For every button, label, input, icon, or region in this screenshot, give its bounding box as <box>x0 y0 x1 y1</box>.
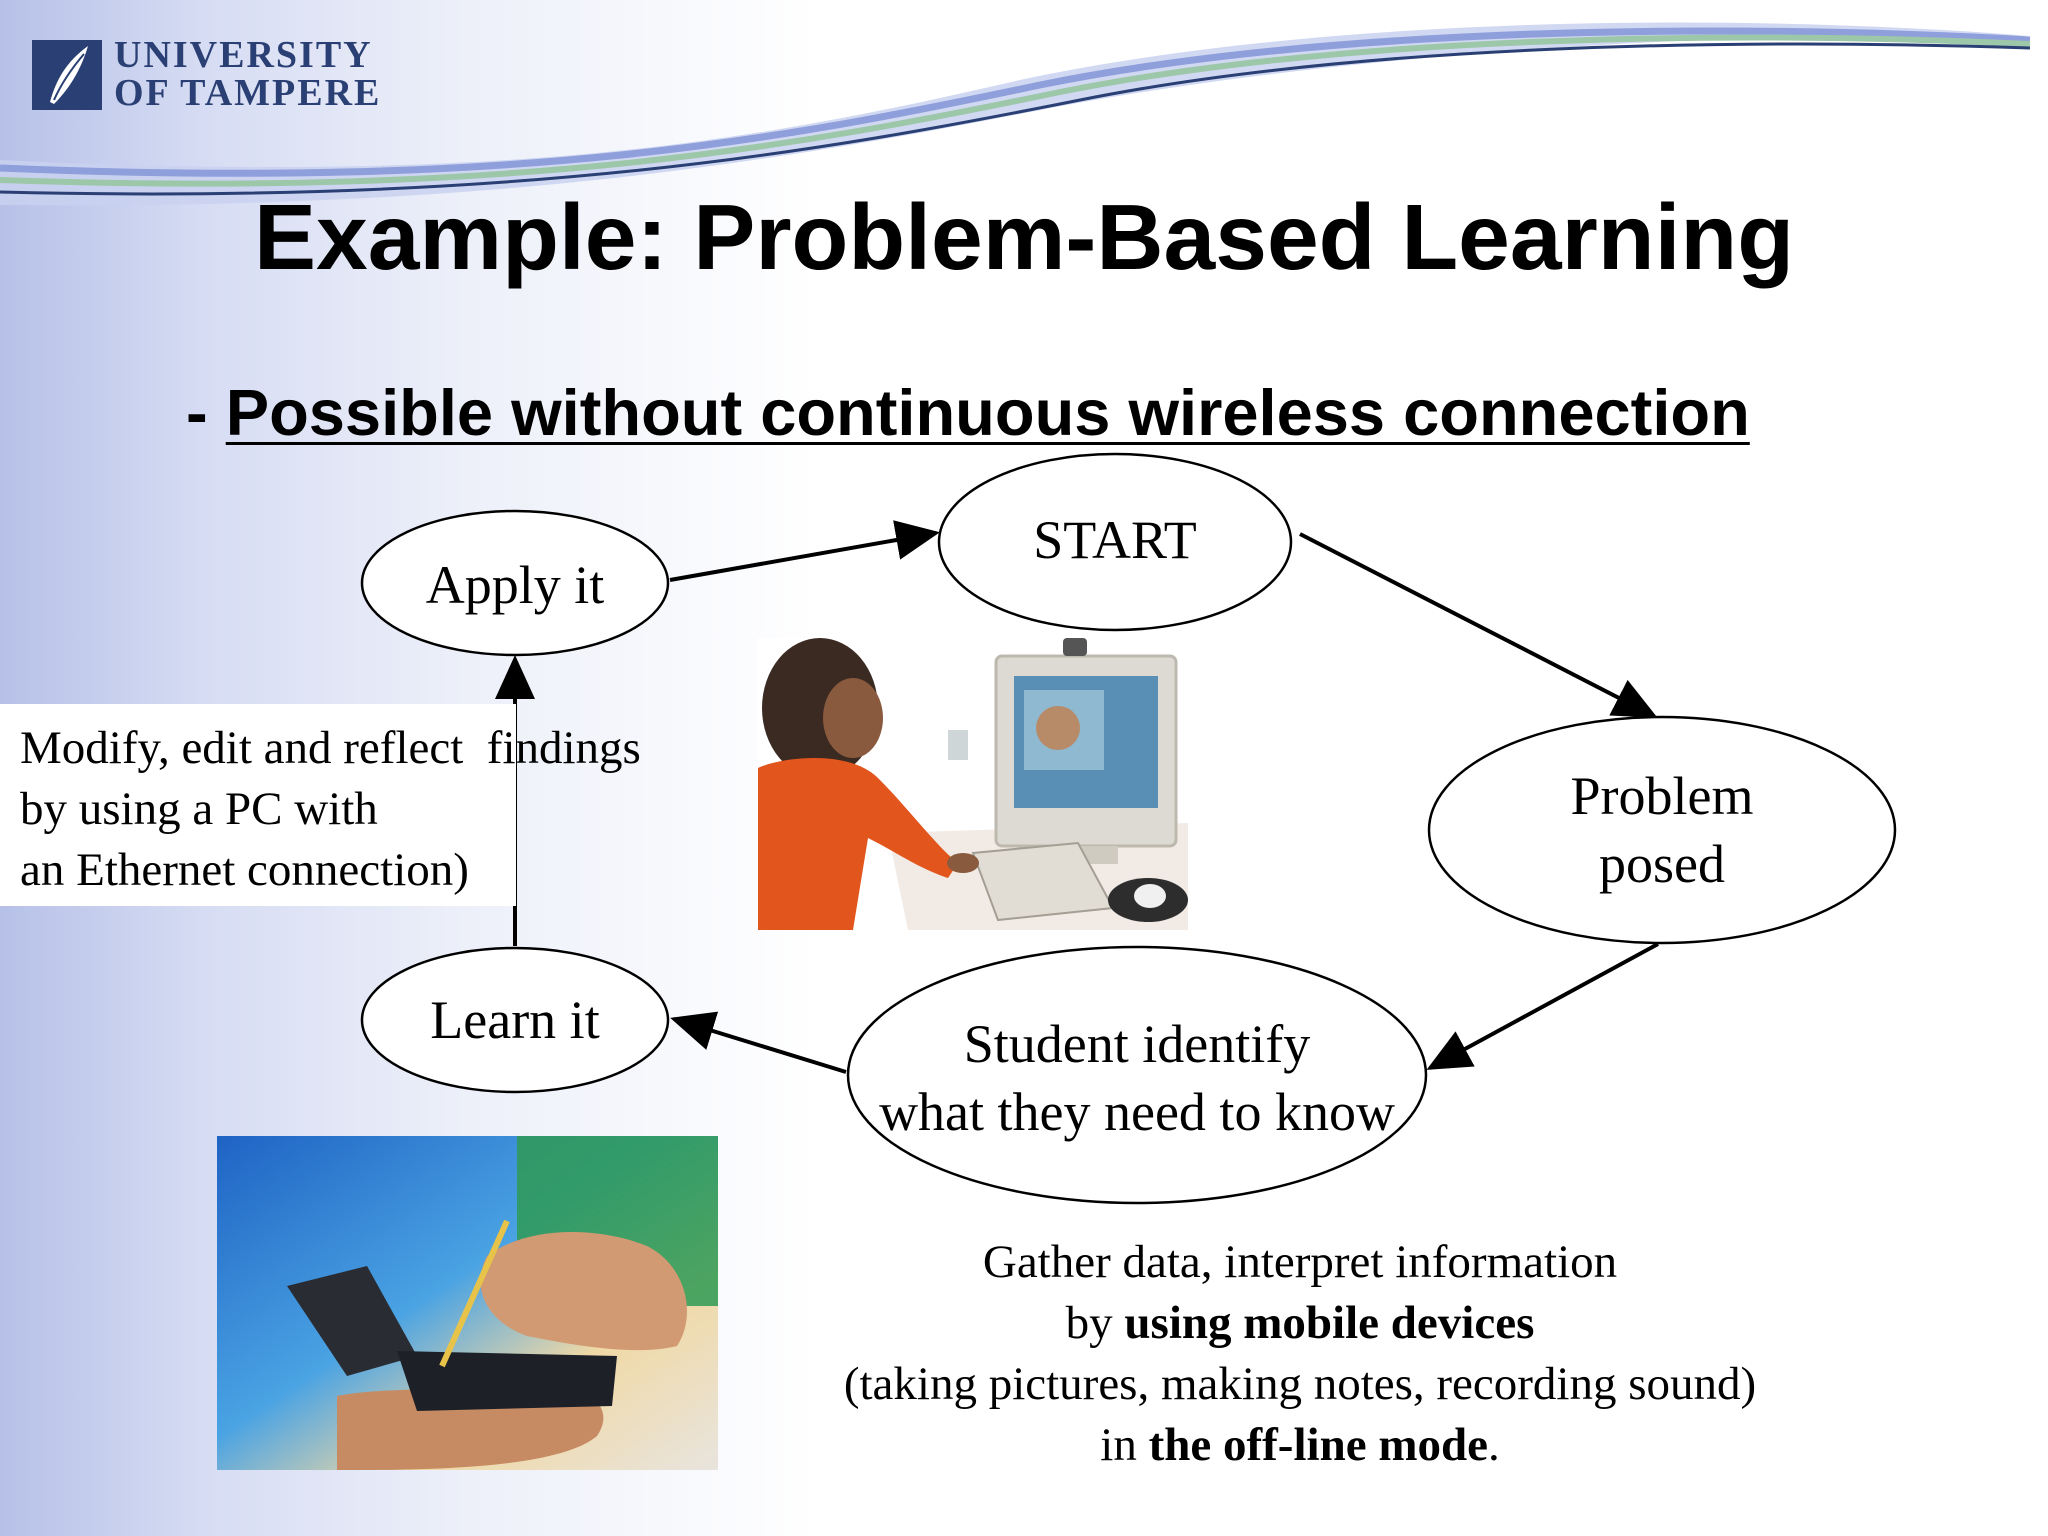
bottom-note-line2-pre: by <box>1065 1297 1125 1349</box>
student-line2: what they need to know <box>879 1082 1395 1142</box>
logo-line1: UNIVERSITY <box>114 34 373 76</box>
start-label: START <box>1033 510 1197 570</box>
bottom-note-line4-pre: in <box>1100 1419 1149 1471</box>
subtitle-text: Possible without continuous wireless connection <box>225 376 1750 449</box>
slide-title: Example: Problem-Based Learning <box>253 185 1795 289</box>
bottom-note-line2 <box>760 1293 1840 1354</box>
logo-line2: OF TAMPERE <box>114 72 382 114</box>
left-note-line3: an Ethernet connection) <box>20 844 469 896</box>
problem-label <box>1430 760 1894 900</box>
problem-line2: posed <box>1599 834 1725 894</box>
student-line1: Student identify <box>963 1014 1311 1074</box>
apply-label: Apply it <box>425 555 605 615</box>
student-computer-photo <box>758 638 1188 930</box>
subtitle-prefix: - <box>186 376 226 449</box>
arrow-apply-to-start <box>670 533 936 580</box>
bottom-note <box>760 1232 1840 1476</box>
arrow-start-to-problem <box>1300 534 1654 716</box>
left-note-line1: Modify, edit and reflect findings <box>20 722 641 774</box>
arrow-student-to-learn <box>674 1019 846 1072</box>
mobile-device-photo <box>217 1136 718 1470</box>
left-note-line2: by using a PC with <box>20 783 378 835</box>
problem-line1: Problem <box>1570 766 1754 826</box>
student-label <box>848 1008 1426 1148</box>
bottom-note-line4 <box>760 1415 1840 1476</box>
left-note <box>20 718 720 901</box>
bottom-note-line2-bold: using mobile devices <box>1124 1297 1535 1349</box>
bottom-note-line3: (taking pictures, making notes, recording sound) <box>843 1358 1757 1410</box>
arrow-problem-to-student <box>1430 944 1658 1068</box>
bottom-note-line4-post: . <box>1487 1419 1500 1471</box>
bottom-note-line4-bold: the off-line mode <box>1148 1419 1488 1471</box>
bottom-note-line1: Gather data, interpret information <box>982 1236 1618 1288</box>
learn-label: Learn it <box>430 990 600 1050</box>
